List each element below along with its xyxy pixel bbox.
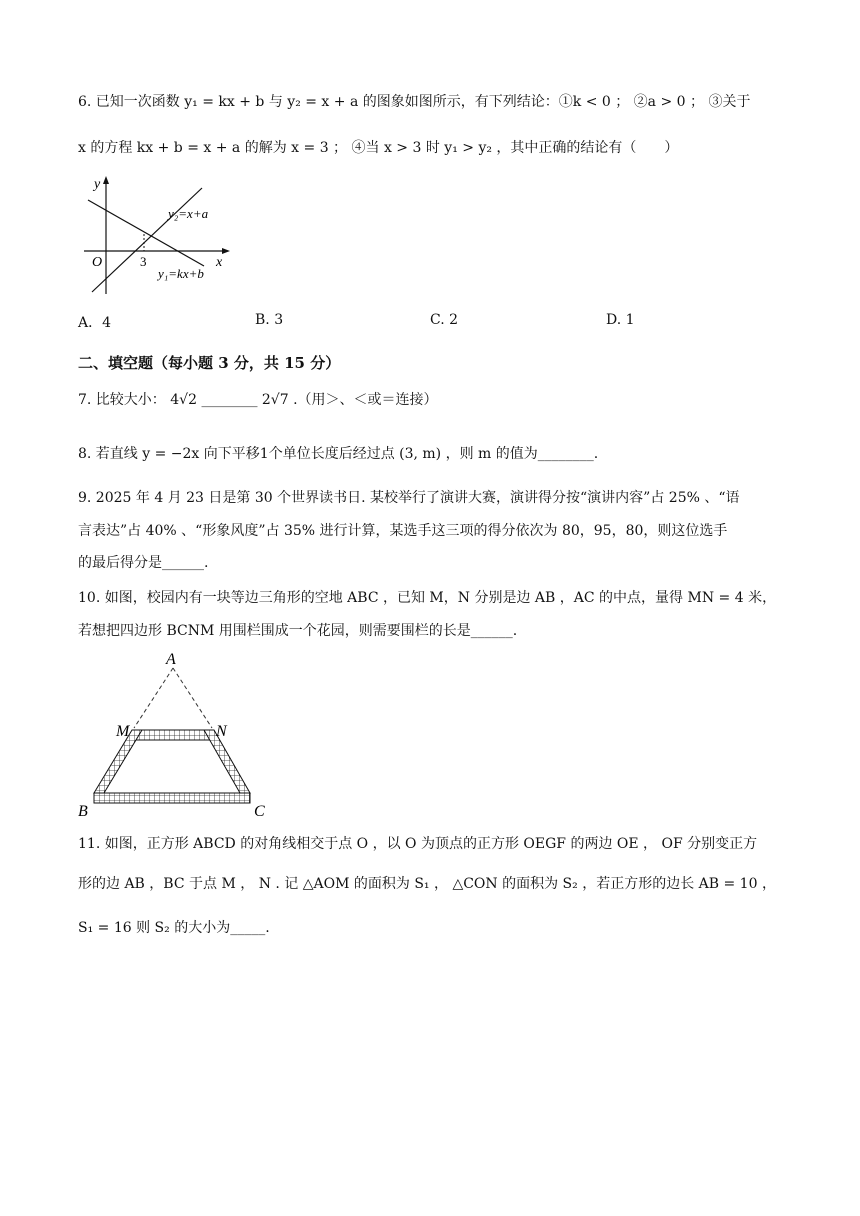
fig-label-b: B (78, 803, 88, 820)
fig-label-m: M (116, 723, 130, 740)
q11-line-3: S₁ = 16 则 S₂ 的大小为_____. (78, 920, 270, 936)
q9-line-2: 言表达”占 40% 、“形象风度”占 35% 进行计算，某选手这三项的得分依次为 80，95，80，则这位选手 (78, 523, 728, 539)
fig-label-a: A (166, 651, 176, 668)
graph-x-label: x (216, 255, 223, 270)
q6-option-c: C. 2 (430, 312, 459, 328)
q6-line-1: 6. 已知一次函数 y₁ = kx + b 与 y₂ = x + a 的图象如图所示，有下列结论：①k < 0 ； ②a > 0 ； ③关于 (78, 94, 751, 110)
q6-option-d: D. 1 (606, 312, 635, 328)
fig-label-c: C (254, 803, 265, 820)
fig-label-n: N (216, 723, 227, 740)
q6-option-b: B. 3 (255, 312, 284, 328)
q10-line-1: 10. 如图，校园内有一块等边三角形的空地 ABC ，已知 M，N 分别是边 AB ，AC 的中点，量得 MN = 4 米， (78, 590, 777, 606)
q10-line-2: 若想把四边形 BCNM 用围栏围成一个花园，则需要围栏的长是______. (78, 623, 518, 639)
graph-y2-label: y₂=x+a (168, 206, 209, 221)
q6-line-2: x 的方程 kx + b = x + a 的解为 x = 3 ； ④当 x > 3 时 y₁ > y₂ ，其中正确的结论有（ ） (78, 140, 679, 156)
q6-graph (78, 172, 238, 302)
q6-option-a: A．4 (78, 315, 112, 331)
graph-y1-label: y₁=kx+b (158, 266, 204, 281)
q9-line-1: 9. 2025 年 4 月 23 日是第 30 个世界读书日. 某校举行了演讲大赛，演讲得分按“演讲内容”占 25% 、“语 (78, 490, 740, 506)
graph-tick-3: 3 (140, 254, 147, 269)
q11-line-2: 形的边 AB ，BC 于点 M ， N . 记 △AOM 的面积为 S₁ ， △CON 的面积为 S₂ ，若正方形的边长 AB = 10 ， (78, 876, 776, 892)
graph-y-label: y (94, 177, 101, 192)
section-title: 二、填空题（每小题 3 分，共 15 分） (78, 354, 341, 372)
q11-line-1: 11. 如图，正方形 ABCD 的对角线相交于点 O ，以 O 为顶点的正方形 OEGF 的两边 OE ， OF 分别变正方 (78, 836, 758, 852)
q8-text: 8. 若直线 y = −2x 向下平移1个单位长度后经过点 (3, m) ，则 m 的值为________. (78, 446, 599, 462)
q10-figure (74, 650, 274, 820)
graph-origin-label: O (92, 255, 103, 270)
q9-line-3: 的最后得分是______. (78, 555, 209, 571)
q7-text: 7. 比较大小： 4√2 ________ 2√7 .（用＞、＜或＝连接） (78, 392, 438, 408)
